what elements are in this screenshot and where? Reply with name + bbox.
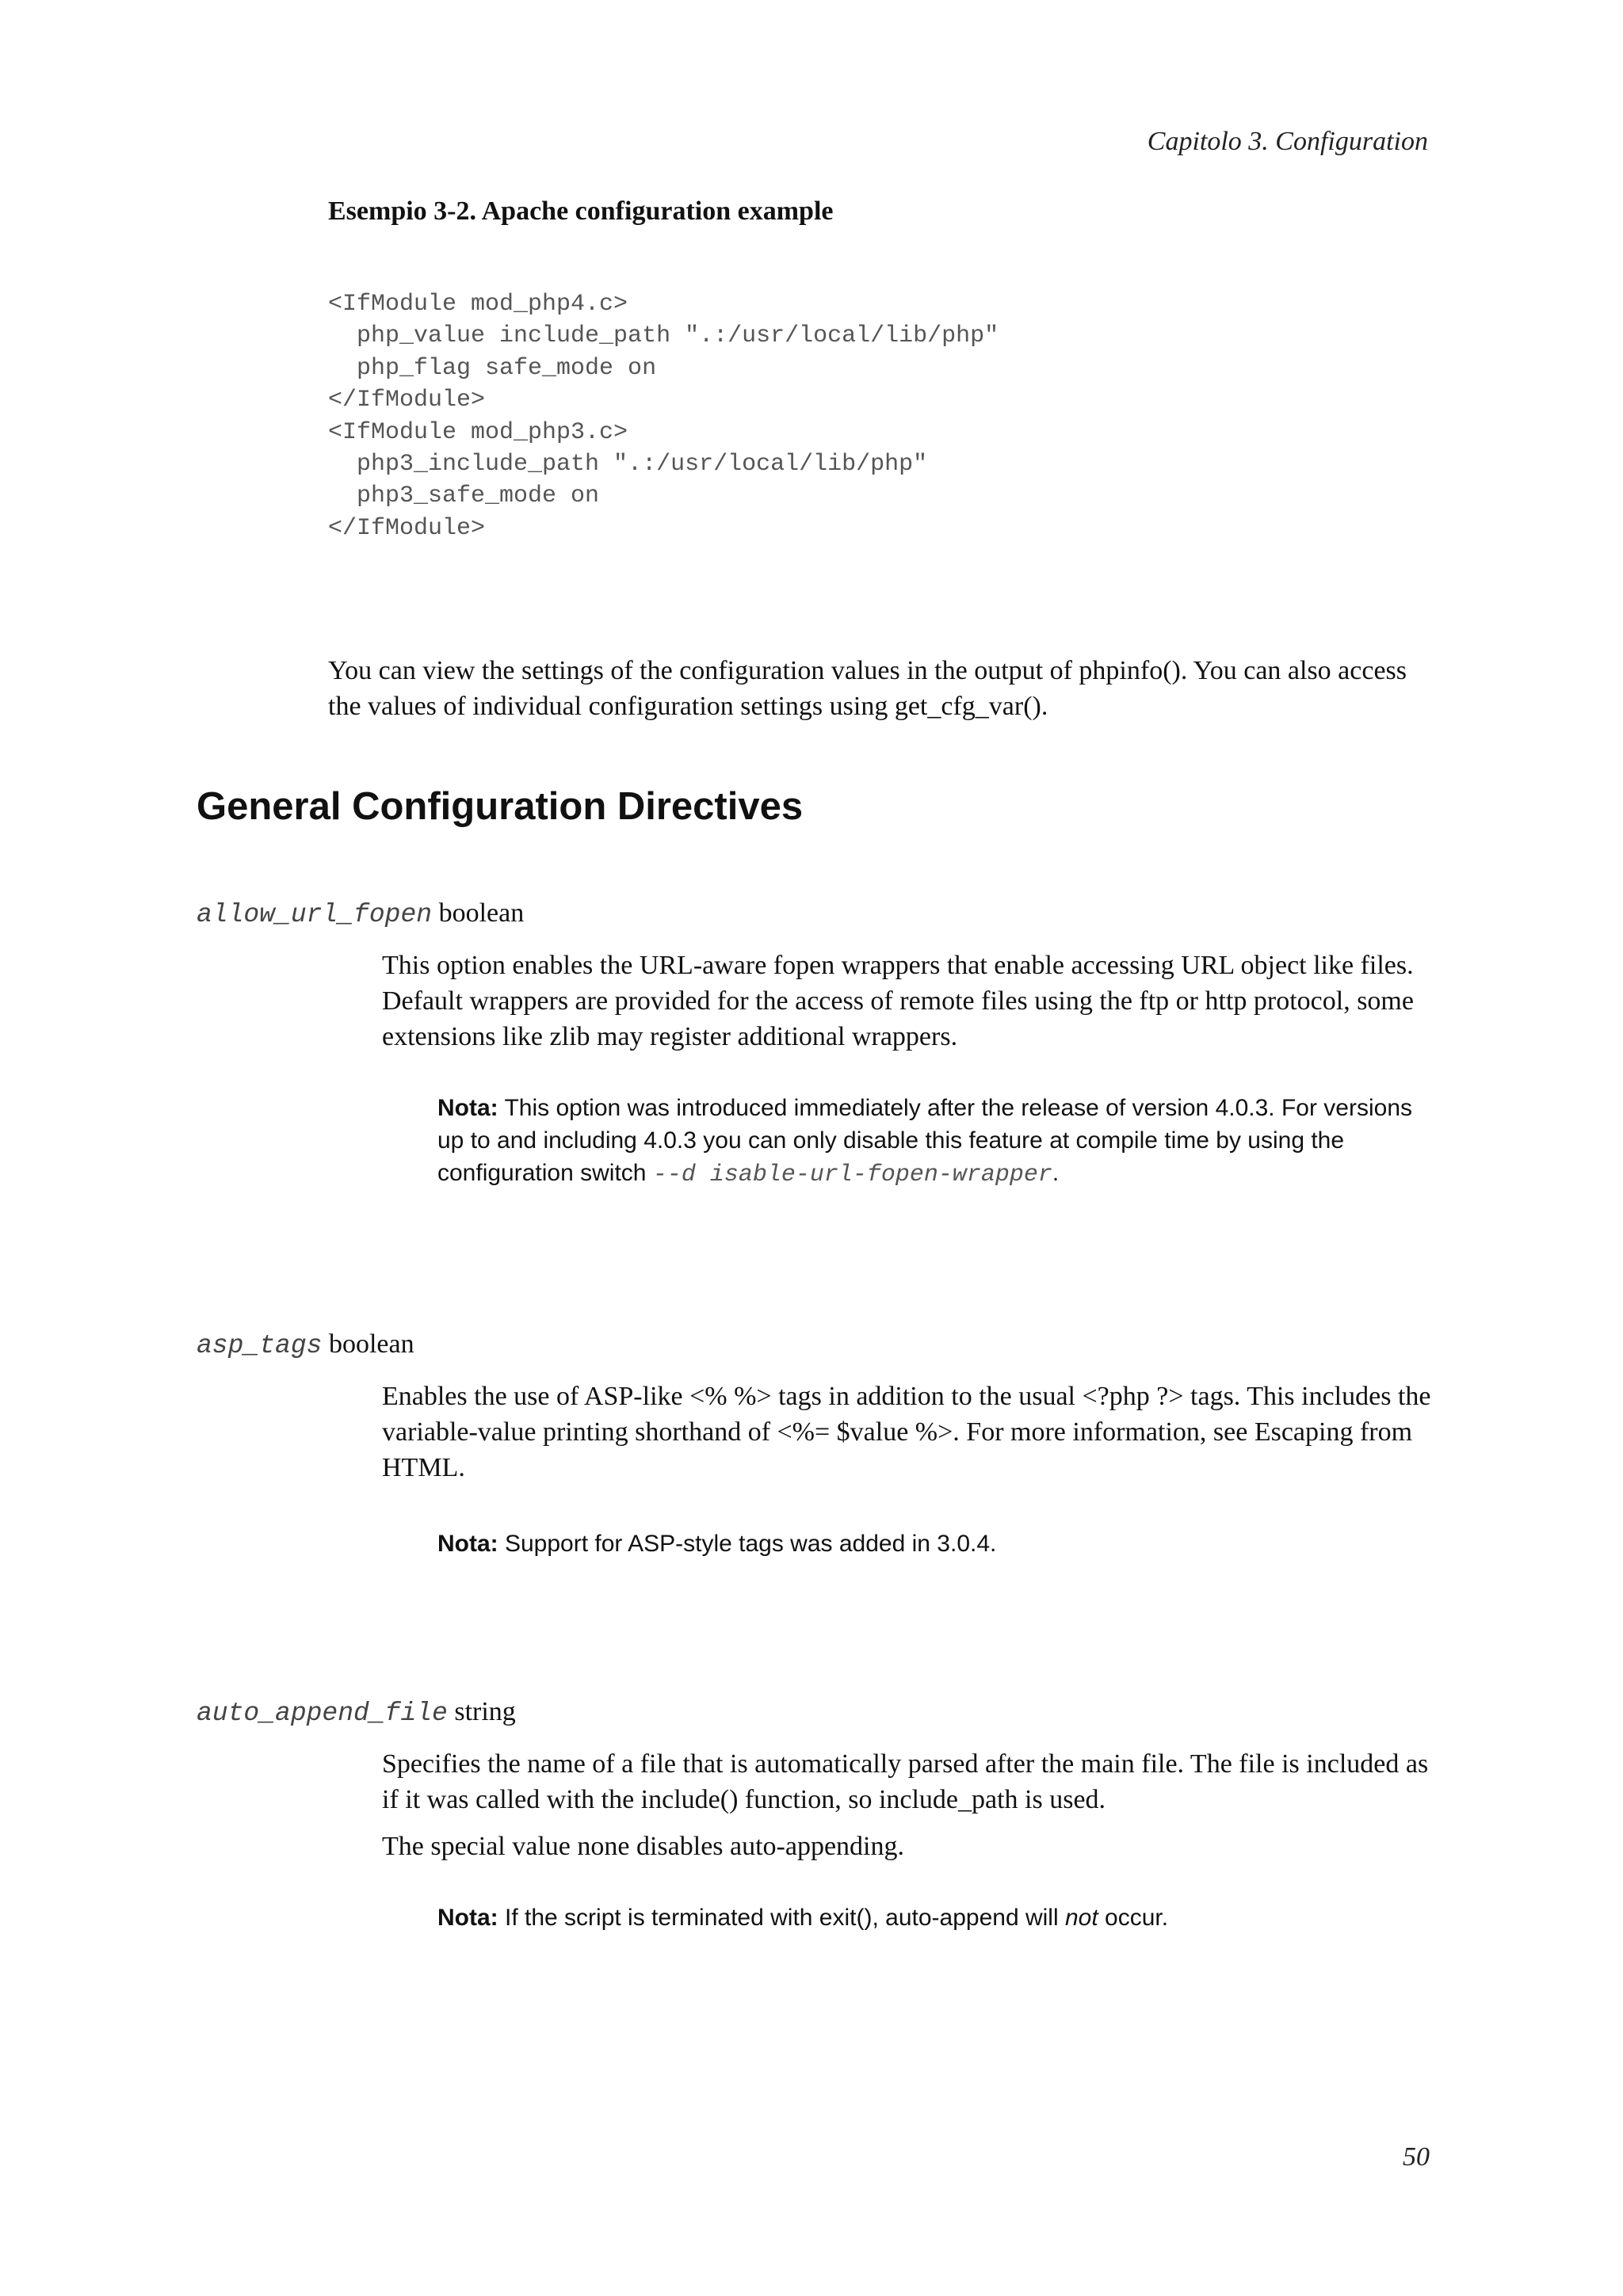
note-text-end: occur. (1098, 1905, 1169, 1931)
section-heading: General Configuration Directives (197, 785, 804, 828)
note-block (437, 1901, 1444, 1934)
directive-type: boolean (438, 898, 525, 928)
note-label: Nota: (437, 1095, 498, 1121)
directive-description: Specifies the name of a file that is automatically parsed after the main file. The file is included as if it was called with the include() function, so include_path is used. (382, 1749, 1429, 1814)
directive-type: boolean (328, 1329, 414, 1359)
code-block: <IfModule mod_php4.c> php_value include_path ".:/usr/local/lib/php" php_flag safe_mode on </IfModule> <IfModule mod_php3.c> php3_include_path ".:/usr/local/lib/php" php3_safe_mode on </IfModule> (328, 291, 999, 542)
note-command: --d isable-url-fopen-wrapper (652, 1161, 1052, 1188)
directive-term (197, 898, 524, 929)
directive-term (197, 1697, 516, 1728)
intro-paragraph: You can view the settings of the configuration values in the output of phpinfo(). You can also access the values of individual configuration settings using get_cfg_var(). (328, 656, 1407, 721)
note-text: Support for ASP-style tags was added in 3.0.4. (498, 1531, 997, 1557)
page-number: 50 (1403, 2142, 1430, 2172)
note-emphasis: not (1064, 1905, 1098, 1931)
directive-description: Enables the use of ASP-like <% %> tags in addition to the usual <?php ?> tags. This includes the variable-value printing shorthand of <%= $value %>. For more information, see Escaping from HTML. (382, 1382, 1431, 1482)
directive-name: allow_url_fopen (197, 900, 433, 929)
note-label: Nota: (437, 1531, 498, 1557)
note-text-end: . (1052, 1160, 1060, 1186)
note-label: Nota: (437, 1905, 498, 1931)
note-block (437, 1527, 1444, 1560)
note-text: If the script is terminated with exit(), auto-append will (498, 1905, 1065, 1931)
note-text: This option was introduced immediately after the release of version 4.0.3. For versions up to and including 4.0.3 you can only disable this feature at compile time by using the configuration switch (437, 1095, 1413, 1186)
directive-name: auto_append_file (197, 1699, 448, 1728)
running-header: Capitolo 3. Configuration (1147, 127, 1428, 156)
directive-description-extra: The special value none disables auto-appending. (382, 1832, 904, 1861)
directive-description: This option enables the URL-aware fopen wrappers that enable accessing URL object like files. Default wrappers are provided for the access of remote files using the ftp or http protocol, some extensions like zlib may register additional wrappers. (382, 951, 1414, 1051)
directive-name: asp_tags (197, 1331, 323, 1360)
note-block (437, 1092, 1444, 1192)
directive-term (197, 1329, 414, 1360)
example-title: Esempio 3-2. Apache configuration example (328, 196, 834, 226)
directive-type: string (454, 1697, 516, 1726)
